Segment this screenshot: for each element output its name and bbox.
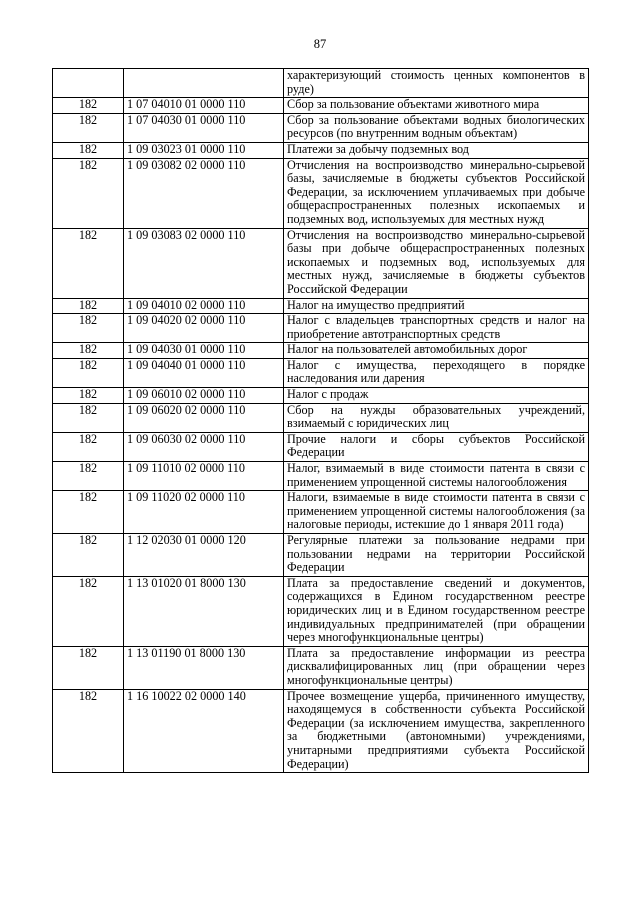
- table-row: [53, 358, 589, 387]
- revenue-name-cell: Прочие налоги и сборы субъектов Российской Федерации: [284, 432, 589, 461]
- revenue-name-cell: Плата за предоставление информации из реестра дисквалифицированных лиц (при обращении через многофункциональные центры): [284, 646, 589, 689]
- admin-code-cell: 182: [53, 314, 124, 343]
- admin-code-cell: 182: [53, 158, 124, 228]
- table-row: [53, 689, 589, 773]
- budget-code-cell: 1 07 04030 01 0000 110: [124, 113, 284, 142]
- budget-code-cell: 1 09 03082 02 0000 110: [124, 158, 284, 228]
- table-row: [53, 534, 589, 577]
- budget-code-cell: 1 09 06010 02 0000 110: [124, 388, 284, 404]
- budget-code-cell: 1 07 04010 01 0000 110: [124, 98, 284, 114]
- revenue-name-cell: характеризующий стоимость ценных компонентов в руде): [284, 69, 589, 98]
- admin-code-cell: 182: [53, 534, 124, 577]
- table-row: [53, 113, 589, 142]
- table-row: [53, 462, 589, 491]
- table-body: [53, 69, 589, 773]
- budget-code-cell: 1 16 10022 02 0000 140: [124, 689, 284, 773]
- admin-code-cell: 182: [53, 298, 124, 314]
- admin-code-cell: 182: [53, 142, 124, 158]
- table-row: [53, 298, 589, 314]
- budget-code-cell: 1 09 04020 02 0000 110: [124, 314, 284, 343]
- budget-code-cell: 1 09 04040 01 0000 110: [124, 358, 284, 387]
- revenue-name-cell: Налог, взимаемый в виде стоимости патента в связи с применением упрощенной системы налогообложения: [284, 462, 589, 491]
- budget-code-cell: [124, 69, 284, 98]
- table-row: [53, 158, 589, 228]
- admin-code-cell: 182: [53, 689, 124, 773]
- table-row: [53, 403, 589, 432]
- budget-code-cell: 1 09 04030 01 0000 110: [124, 343, 284, 359]
- revenue-name-cell: Сбор на нужды образовательных учреждений, взимаемый с юридических лиц: [284, 403, 589, 432]
- admin-code-cell: 182: [53, 98, 124, 114]
- budget-code-cell: 1 09 06030 02 0000 110: [124, 432, 284, 461]
- admin-code-cell: [53, 69, 124, 98]
- table-row: [53, 491, 589, 534]
- budget-code-cell: 1 12 02030 01 0000 120: [124, 534, 284, 577]
- table-row: [53, 69, 589, 98]
- revenue-name-cell: Налог с имущества, переходящего в порядке наследования или дарения: [284, 358, 589, 387]
- table-row: [53, 388, 589, 404]
- revenue-name-cell: Отчисления на воспроизводство минерально-сырьевой базы, зачисляемые в бюджеты субъектов Российской Федерации, за исключением уплачиваемых при добыче общераспространенных полезных ископаемых и подземных вод, используемых для местных нужд: [284, 158, 589, 228]
- admin-code-cell: 182: [53, 388, 124, 404]
- table-row: [53, 576, 589, 646]
- admin-code-cell: 182: [53, 462, 124, 491]
- table-row: [53, 314, 589, 343]
- revenue-name-cell: Сбор за пользование объектами животного мира: [284, 98, 589, 114]
- revenue-name-cell: Налоги, взимаемые в виде стоимости патента в связи с применением упрощенной системы налогообложения (за налоговые периоды, истекшие до 1 января 2011 года): [284, 491, 589, 534]
- admin-code-cell: 182: [53, 432, 124, 461]
- revenue-name-cell: Налог с владельцев транспортных средств и налог на приобретение автотранспортных средств: [284, 314, 589, 343]
- revenue-codes-table: [52, 68, 589, 773]
- budget-code-cell: 1 09 11020 02 0000 110: [124, 491, 284, 534]
- budget-code-cell: 1 13 01190 01 8000 130: [124, 646, 284, 689]
- table-row: [53, 343, 589, 359]
- table-row: [53, 228, 589, 298]
- admin-code-cell: 182: [53, 343, 124, 359]
- revenue-name-cell: Регулярные платежи за пользование недрами при пользовании недрами на территории Российской Федерации: [284, 534, 589, 577]
- table-row: [53, 646, 589, 689]
- admin-code-cell: 182: [53, 403, 124, 432]
- revenue-name-cell: Налог на пользователей автомобильных дорог: [284, 343, 589, 359]
- revenue-name-cell: Отчисления на воспроизводство минерально-сырьевой базы при добыче общераспространенных полезных ископаемых и подземных вод, используемых для местных нужд, зачисляемые в бюджеты субъектов Российской Федерации: [284, 228, 589, 298]
- revenue-name-cell: Платежи за добычу подземных вод: [284, 142, 589, 158]
- revenue-name-cell: Прочее возмещение ущерба, причиненного имуществу, находящемуся в собственности субъекта Российской Федерации (за исключением имущества, закрепленного за бюджетными (автономными) учреждениями, унитарными предприятиями субъекта Российской Федерации): [284, 689, 589, 773]
- budget-code-cell: 1 09 11010 02 0000 110: [124, 462, 284, 491]
- admin-code-cell: 182: [53, 358, 124, 387]
- admin-code-cell: 182: [53, 491, 124, 534]
- budget-code-cell: 1 09 04010 02 0000 110: [124, 298, 284, 314]
- budget-code-cell: 1 09 06020 02 0000 110: [124, 403, 284, 432]
- admin-code-cell: 182: [53, 576, 124, 646]
- table-row: [53, 432, 589, 461]
- table-row: [53, 142, 589, 158]
- revenue-name-cell: Налог с продаж: [284, 388, 589, 404]
- budget-code-cell: 1 13 01020 01 8000 130: [124, 576, 284, 646]
- admin-code-cell: 182: [53, 113, 124, 142]
- table-row: [53, 98, 589, 114]
- revenue-name-cell: Плата за предоставление сведений и документов, содержащихся в Едином государственном реестре юридических лиц и в Едином государственном реестре индивидуальных предпринимателей (при обращении через многофункциональные центры): [284, 576, 589, 646]
- budget-code-cell: 1 09 03023 01 0000 110: [124, 142, 284, 158]
- admin-code-cell: 182: [53, 646, 124, 689]
- revenue-name-cell: Налог на имущество предприятий: [284, 298, 589, 314]
- admin-code-cell: 182: [53, 228, 124, 298]
- revenue-name-cell: Сбор за пользование объектами водных биологических ресурсов (по внутренним водным объектам): [284, 113, 589, 142]
- page-number: 87: [313, 37, 327, 51]
- budget-code-cell: 1 09 03083 02 0000 110: [124, 228, 284, 298]
